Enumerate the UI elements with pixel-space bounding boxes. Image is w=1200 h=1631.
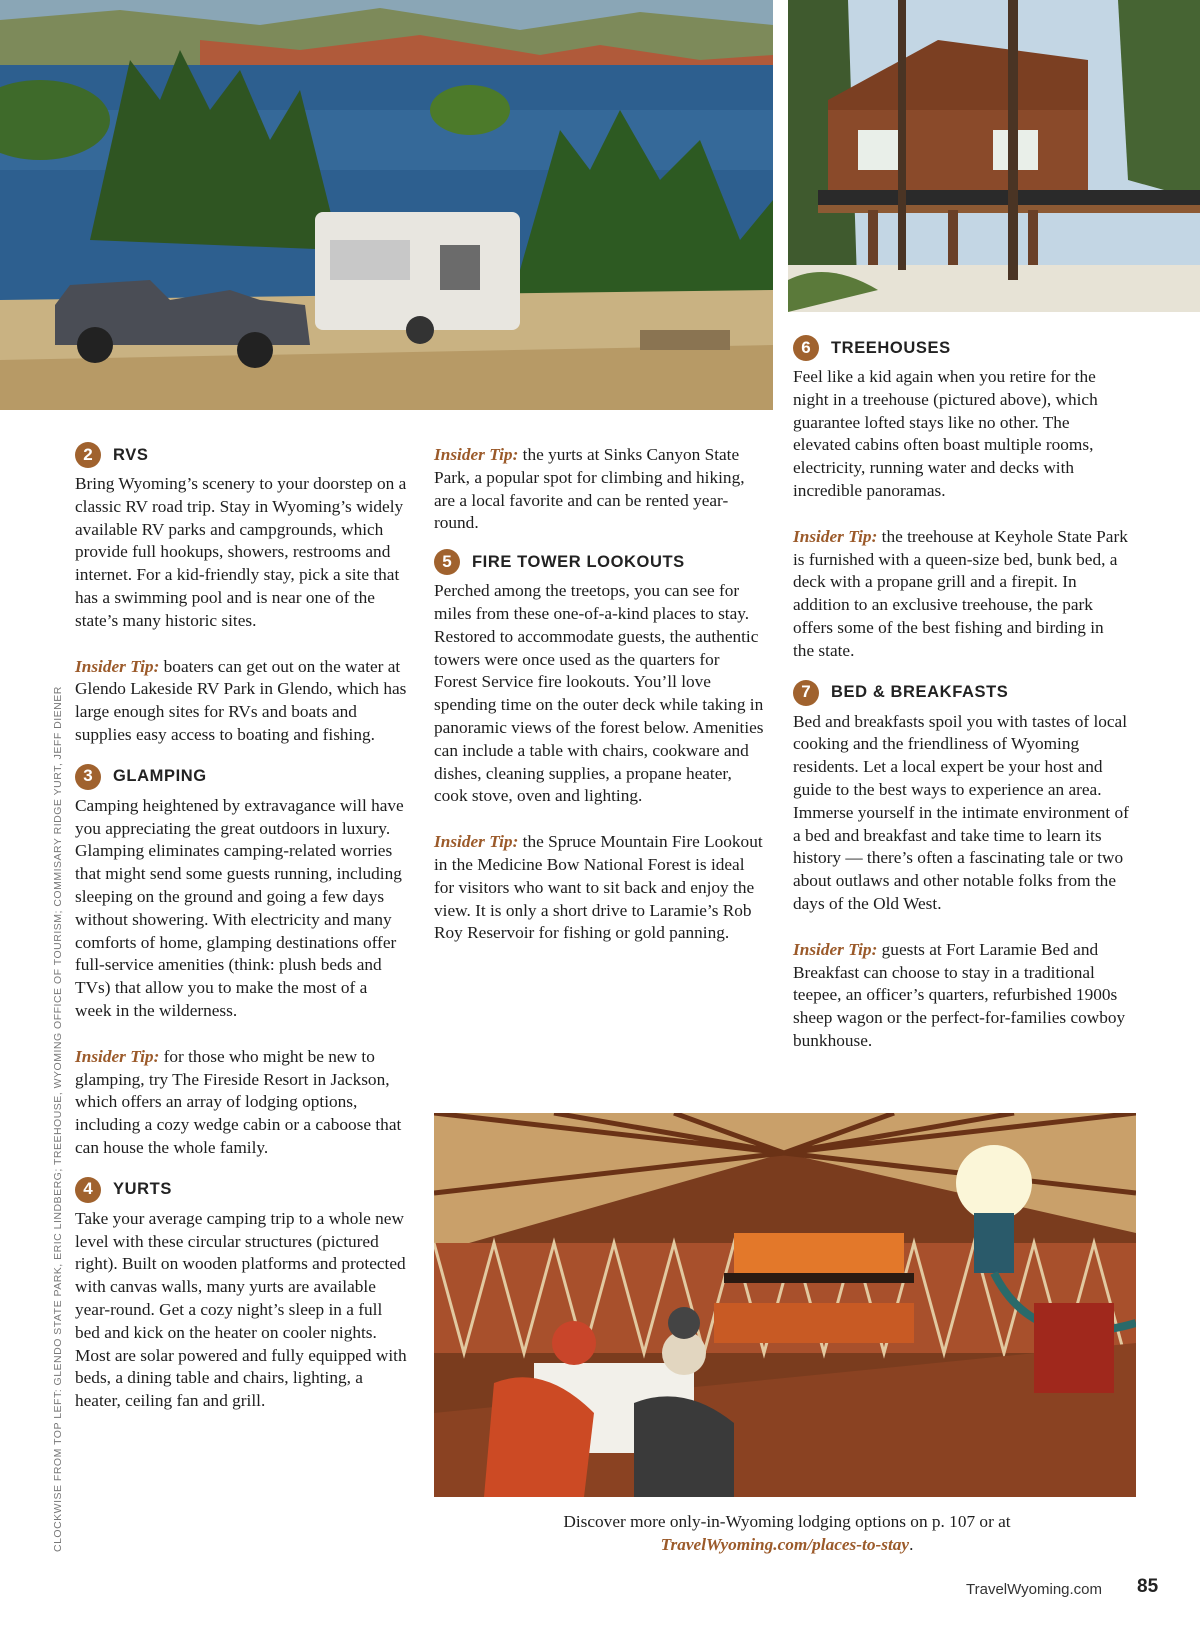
insider-tip [793, 939, 1129, 1053]
tip-text: the Spruce Mountain Fire Lookout in the Medicine Bow National Forest is ideal for visitors who want to sit back and enjoy the view. It is only a short drive to Laramie’s Rob Roy Reservoir for fishing or gold panning. [434, 832, 763, 943]
section-body: Bed and breakfasts spoil you with tastes of local cooking and the friendliness of Wyoming residents. Let a local expert be your host and guide to the best ways to experience an area. Immerse yourself in the intimate environment of a bed and breakfast and take time to learn its history — there’s often a fascinating tale or two about outlaws and other notable folks from the days of the Old West. [793, 711, 1129, 913]
tip-text: guests at Fort Laramie Bed and Breakfast can choose to stay in a traditional teepee, an officer’s quarters, refurbished 1900s sheep wagon or the perfect-for-families cowboy bunkhouse. [793, 939, 1126, 1050]
section-heading-bnb [793, 679, 1129, 707]
tip-text: boaters can get out on the water at Glendo Lakeside RV Park in Glendo, which has large enough sites for RVs and boats and supplies easy access to boating and fishing. [75, 656, 407, 744]
column-middle [434, 444, 766, 968]
insider-tip [434, 831, 766, 945]
section-heading-fire-towers [434, 548, 766, 576]
section-body: Perched among the treetops, you can see for miles from these one-of-a-kind places to stay. Restored to accommodate guests, the authentic towers were once used as the quarters for Forest Service fire lookouts. You’ll love spending time on the outer deck while taking in panoramic views of the forest below. Amenities can include a table with chairs, cookware and dishes, cleaning supplies, a propane heater, cook stove, oven and lighting. [434, 581, 764, 806]
section-title: FIRE TOWER LOOKOUTS [472, 552, 685, 571]
column-right [793, 334, 1129, 1076]
section-number: 6 [793, 335, 819, 361]
section-title: YURTS [113, 1180, 172, 1199]
section-heading-glamping [75, 763, 407, 791]
section-number: 2 [75, 442, 101, 468]
section-number: 5 [434, 549, 460, 575]
photo-credit: CLOCKWISE FROM TOP LEFT: GLENDO STATE PARK, ERIC LINDBERG; TREEHOUSE, WYOMING OFFICE OF TOURISM; COMMISARY RIDGE YURT, JEFF DIENER [52, 686, 64, 1552]
column-left [75, 441, 407, 1436]
insider-tip [75, 1046, 407, 1160]
photo-rv-lake [0, 0, 773, 410]
photo-caption [434, 1510, 1140, 1556]
tip-label: Insider Tip: [434, 445, 519, 464]
section-title: RVS [113, 445, 149, 464]
insider-tip [75, 656, 407, 747]
section-number: 3 [75, 764, 101, 790]
section-heading-treehouses [793, 334, 1129, 362]
tip-label: Insider Tip: [793, 526, 878, 546]
tip-label: Insider Tip: [434, 832, 519, 852]
footer-site: TravelWyoming.com [966, 1581, 1103, 1598]
tip-label: Insider Tip: [75, 656, 160, 676]
section-heading-rvs [75, 441, 407, 469]
insider-tip [434, 444, 766, 535]
insider-tip [793, 526, 1129, 663]
section-title: GLAMPING [113, 767, 207, 786]
caption-end: . [909, 1535, 914, 1554]
page-number: 85 [1137, 1576, 1159, 1597]
section-body: Camping heightened by extravagance will have you appreciating the great outdoors in luxury. Glamping eliminates camping-related worries that might send some guests running, including sleeping on the ground and going a few days without showering. With electricity and many comforts of home, glamping destinations offer full-service amenities (think: plush beds and TVs) that allow you to make the most of a week in the wilderness. [75, 795, 404, 1020]
caption-text: Discover more only-in-Wyoming lodging options on p. 107 or at [563, 1512, 1011, 1531]
section-title: BED & BREAKFASTS [831, 683, 1009, 702]
section-title: TREEHOUSES [831, 338, 951, 357]
photo-yurt-interior [434, 1113, 1136, 1497]
section-body: Take your average camping trip to a whole new level with these circular structures (pictured right). Built on wooden platforms and protected with canvas walls, many yurts are available year-round. Get a cozy night’s sleep in a full bed and kick on the heater on cooler nights. Most are solar powered and fully equipped with beds, a dining table and chairs, lighting, a heater, ceiling fan and grill. [75, 1208, 407, 1411]
photo-treehouse [788, 0, 1200, 312]
section-number: 7 [793, 680, 819, 706]
tip-text: for those who might be new to glamping, try The Fireside Resort in Jackson, which offers an array of lodging options, including a cozy wedge cabin or a caboose that can house the whole family. [75, 1046, 402, 1157]
section-body: Bring Wyoming’s scenery to your doorstep on a classic RV road trip. Stay in Wyoming’s widely available RV parks and campgrounds, which provide full hookups, showers, restrooms and internet. For a kid-friendly stay, pick a site that has a swimming pool and is near one of the state’s many historic sites. [75, 474, 407, 630]
section-number: 4 [75, 1177, 101, 1203]
section-body: Feel like a kid again when you retire for the night in a treehouse (pictured above), which guarantee lofted stays like no other. The elevated cabins often boast multiple rooms, electricity, running water and decks with incredible panoramas. [793, 367, 1098, 500]
tip-label: Insider Tip: [75, 1046, 160, 1066]
caption-link[interactable]: TravelWyoming.com/places-to-stay [660, 1535, 910, 1554]
tip-text: the treehouse at Keyhole State Park is furnished with a queen-size bed, bunk bed, a deck with a propane grill and a firepit. In addition to an exclusive treehouse, the park offers some of the best fishing and birding in the state. [793, 526, 1128, 660]
tip-text: the yurts at Sinks Canyon State Park, a popular spot for climbing and hiking, are a local favorite and can be rented year-round. [434, 445, 745, 533]
section-heading-yurts [75, 1176, 407, 1204]
tip-label: Insider Tip: [793, 939, 878, 959]
